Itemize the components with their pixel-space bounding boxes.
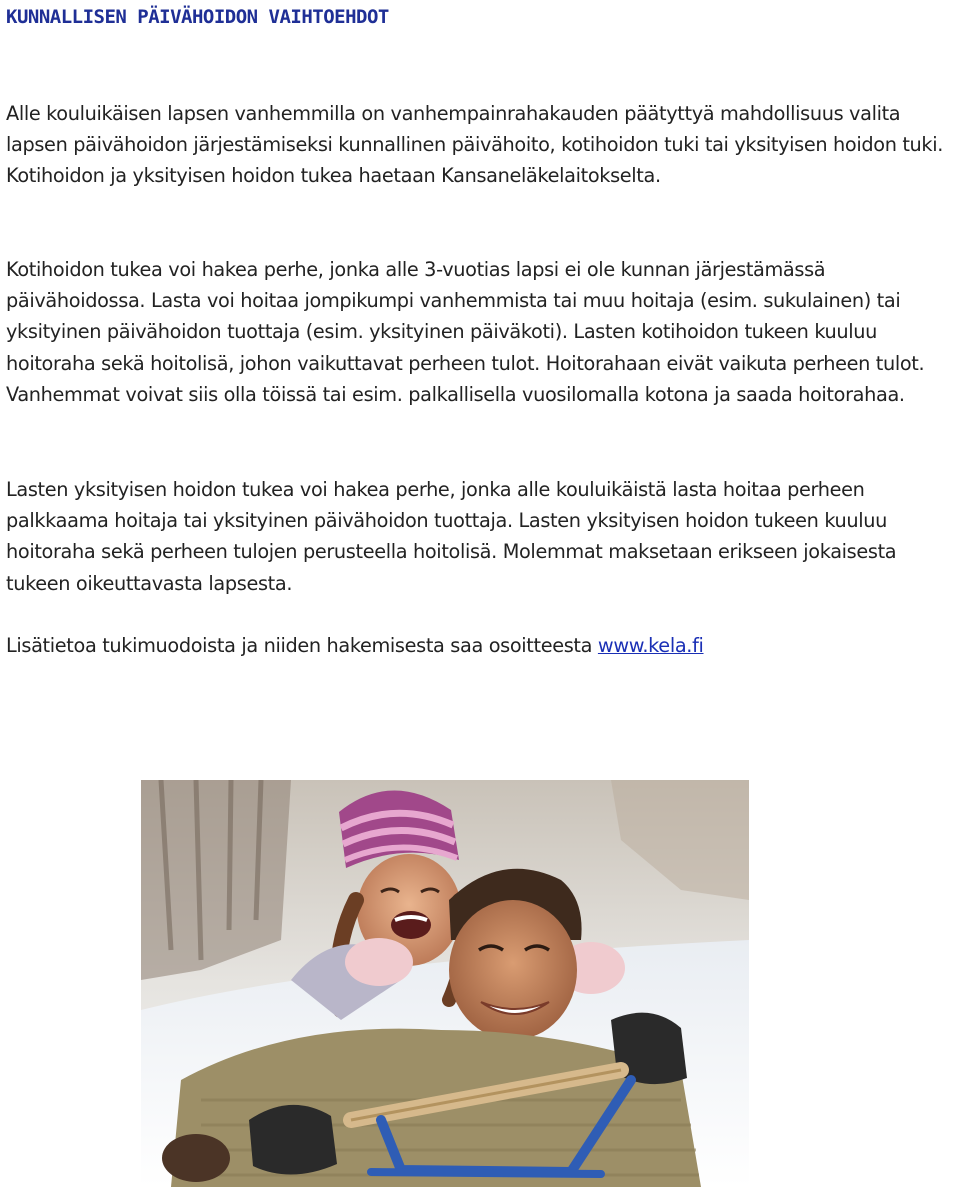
paragraph-more-info xyxy=(6,630,960,661)
paragraph-intro: Alle kouluikäisen lapsen vanhemmilla on vanhempainrahakauden päätyttyä mahdollisuus valita lapsen päivähoidon järjestämiseksi kunnallinen päivähoito, kotihoidon tuki tai yksityisen hoidon tuki. Kotihoidon ja yksityisen hoidon tukea haetaan Kansaneläkelaitokselta. xyxy=(6,102,944,188)
paragraph-home-care: Kotihoidon tukea voi hakea perhe, jonka alle 3-vuotias lapsi ei ole kunnan järjestämässä päivähoidossa. Lasta voi hoitaa jompikumpi vanhemmista tai muu hoitaja (esim. sukulainen) tai yksityinen päivähoidon tuottaja (esim. yksityinen päiväkoti). Lasten kotihoidon tukeen kuuluu hoitoraha sekä hoitolisä, johon vaikuttavat perheen tulot. Hoitorahaan eivät vaikuta perheen tulot. Vanhemmat voivat siis olla töissä tai esim. palkallisella vuosilomalla kotona ja saada hoitorahaa. xyxy=(6,258,925,406)
kela-link[interactable]: www.kela.fi xyxy=(597,634,704,657)
page-title: KUNNALLISEN PÄIVÄHOIDON VAIHTOEHDOT xyxy=(6,6,389,28)
paragraph-private-care: Lasten yksityisen hoidon tukea voi hakea perhe, jonka alle kouluikäistä lasta hoitaa perheen palkkaama hoitaja tai yksityinen päivähoidon tuottaja. Lasten yksityisen hoidon tukeen kuuluu hoitoraha sekä perheen tulojen perusteella hoitolisä. Molemmat maksetaan erikseen jokaisesta tukeen oikeuttavasta lapsesta. xyxy=(6,478,897,595)
family-sledding-photo xyxy=(141,780,749,1187)
more-info-text: Lisätietoa tukimuodoista ja niiden hakemisesta saa osoitteesta xyxy=(6,634,593,657)
